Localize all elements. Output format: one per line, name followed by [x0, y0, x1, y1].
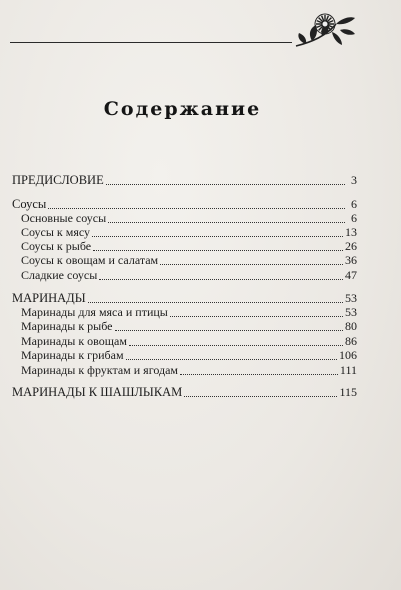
toc-dot-leader — [106, 183, 345, 185]
toc-entry-label: Маринады к овощам — [21, 334, 127, 348]
toc-entry-page-number: 106 — [339, 348, 357, 362]
toc-entry — [12, 173, 357, 187]
toc-entry-page-number: 26 — [345, 239, 357, 253]
toc-entry-label: Маринады к фруктам и ягодам — [21, 363, 179, 377]
toc-dot-leader — [108, 221, 345, 223]
toc-dot-leader — [99, 278, 343, 280]
toc-entry-label: Основные соусы — [21, 211, 107, 225]
toc-dot-leader — [92, 235, 343, 237]
toc-entry-page-number: 6 — [351, 197, 357, 211]
header-rule — [10, 42, 292, 43]
flower-branch-icon — [292, 10, 358, 50]
toc-entry-page-number: 36 — [345, 253, 357, 267]
toc-dot-leader — [48, 207, 345, 209]
toc-entry-page-number: 3 — [351, 173, 357, 187]
toc-entry-label: Соусы к мясу — [21, 225, 91, 239]
toc-dot-leader — [115, 329, 344, 331]
toc-entry — [12, 197, 357, 211]
toc-entry-label: МАРИНАДЫ — [12, 291, 86, 305]
toc-entry-page-number: 6 — [351, 211, 357, 225]
toc-entry-label: Маринады к грибам — [21, 348, 124, 362]
toc-dot-leader — [88, 301, 343, 303]
toc-dot-leader — [93, 249, 343, 251]
page-title: Содержание — [103, 98, 262, 120]
toc-entry-label: Маринады для мяса и птицы — [21, 305, 168, 319]
toc-dot-leader — [129, 344, 343, 346]
toc-entry-label: ПРЕДИСЛОВИЕ — [12, 173, 104, 187]
toc-entry-page-number: 47 — [345, 268, 357, 282]
toc-entry — [21, 253, 357, 267]
toc-dot-leader — [180, 373, 338, 375]
toc-entry — [21, 305, 357, 319]
toc-entry — [21, 211, 357, 225]
toc-entry — [21, 268, 357, 282]
toc-dot-leader — [160, 263, 343, 265]
toc-dot-leader — [126, 358, 337, 360]
toc-entry-page-number: 111 — [339, 363, 357, 377]
toc-entry — [21, 319, 357, 333]
toc-entry — [21, 239, 357, 253]
toc-entry-label: МАРИНАДЫ К ШАШЛЫКАМ — [12, 385, 183, 399]
toc-entry-page-number: 13 — [345, 225, 357, 239]
toc-entry-page-number: 80 — [345, 319, 357, 333]
toc-entry-label: Сладкие соусы — [21, 268, 98, 282]
toc-entry — [21, 348, 357, 362]
toc-dot-leader — [170, 315, 343, 317]
toc-entry-label: Соусы к овощам и салатам — [21, 253, 159, 267]
toc-entry-page-number: 86 — [345, 334, 357, 348]
toc-entry — [21, 334, 357, 348]
toc-entry-label: Маринады к рыбе — [21, 319, 113, 333]
toc-entry-label: Соусы к рыбе — [21, 239, 92, 253]
toc-entry — [21, 225, 357, 239]
toc-entry — [12, 385, 357, 399]
toc-entry-page-number: 53 — [345, 305, 357, 319]
toc-entry — [12, 291, 357, 305]
toc-dot-leader — [184, 395, 337, 397]
toc-entry-page-number: 53 — [345, 291, 357, 305]
toc-entry — [21, 363, 357, 377]
toc-entry-label: Соусы — [12, 197, 47, 211]
toc-entry-page-number: 115 — [339, 385, 357, 399]
